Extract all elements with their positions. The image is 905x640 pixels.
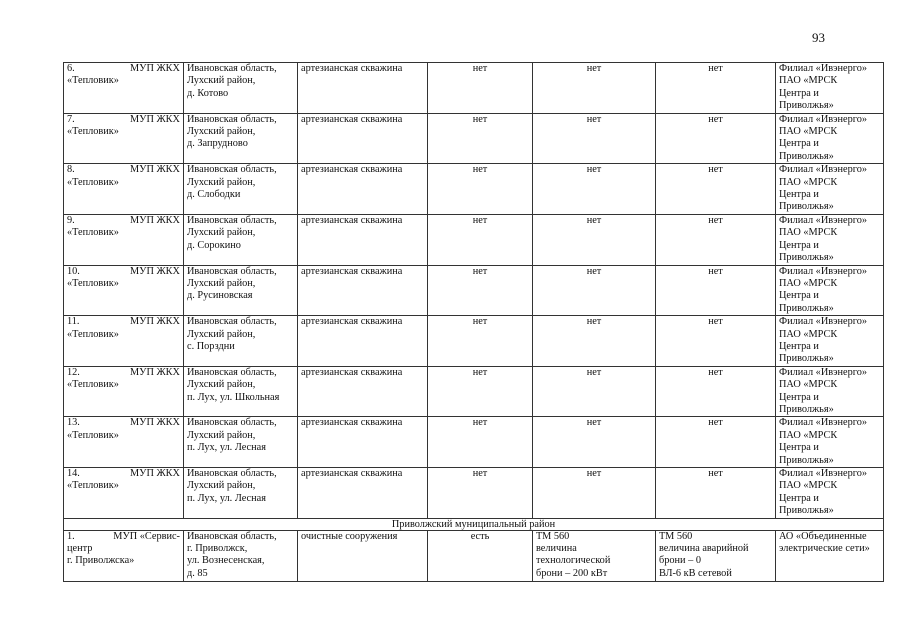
table-row bbox=[64, 214, 884, 265]
row-number: 6. bbox=[67, 63, 75, 74]
row-number: 7. bbox=[67, 113, 75, 125]
source-cell: артезианская скважина bbox=[298, 164, 428, 215]
org-cell bbox=[64, 316, 184, 367]
table-row bbox=[64, 63, 884, 114]
row-number: 13. bbox=[67, 417, 80, 429]
address-cell: Ивановская область, Лухский район, п. Лух, ул. Школьная bbox=[184, 366, 298, 417]
org-name-line2: «Тепловик» bbox=[67, 227, 119, 239]
org-cell bbox=[64, 63, 184, 114]
source-cell: артезианская скважина bbox=[298, 366, 428, 417]
address-cell: Ивановская область, Лухский район, п. Лух, ул. Лесная bbox=[184, 468, 298, 519]
org-cell bbox=[64, 164, 184, 215]
page-number: 93 bbox=[812, 30, 825, 45]
status-cell-2: нет bbox=[533, 113, 656, 164]
table-row bbox=[64, 530, 884, 581]
org-name-line2: «Тепловик» bbox=[67, 277, 119, 289]
status-cell-2: нет bbox=[533, 265, 656, 316]
org-name-line2: «Тепловик» bbox=[67, 379, 119, 391]
org-cell bbox=[64, 468, 184, 519]
status-cell-1: нет bbox=[428, 366, 533, 417]
table-row bbox=[64, 366, 884, 417]
org-name-line1: МУП ЖКХ bbox=[130, 265, 180, 277]
org-name-line2: «Тепловик» bbox=[67, 480, 119, 492]
row-number: 11. bbox=[67, 316, 80, 328]
table-row bbox=[64, 316, 884, 367]
status-cell-1: нет bbox=[428, 316, 533, 367]
address-cell: Ивановская область, Лухский район, д. Русиновская bbox=[184, 265, 298, 316]
org-name-line1: МУП ЖКХ bbox=[130, 468, 180, 479]
table-row bbox=[64, 113, 884, 164]
section-row bbox=[64, 518, 884, 530]
address-cell: Ивановская область, Лухский район, д. Запрудново bbox=[184, 113, 298, 164]
status-cell-2: нет bbox=[533, 164, 656, 215]
org-name-line1: МУП «Сервис- bbox=[113, 530, 180, 542]
address-cell: Ивановская область, Лухский район, д. Слободки bbox=[184, 164, 298, 215]
supplier-cell: Филиал «Ивэнерго» ПАО «МРСК Центра и Приволжья» bbox=[776, 113, 884, 164]
status-cell-1: нет bbox=[428, 113, 533, 164]
status-cell-1: есть bbox=[428, 530, 533, 581]
org-name-line1: МУП ЖКХ bbox=[130, 417, 180, 429]
address-cell: Ивановская область, Лухский район, п. Лух, ул. Лесная bbox=[184, 417, 298, 468]
org-name-line1: МУП ЖКХ bbox=[130, 113, 180, 125]
supplier-cell: Филиал «Ивэнерго» ПАО «МРСК Центра и Приволжья» bbox=[776, 468, 884, 519]
org-name-line2: «Тепловик» bbox=[67, 75, 119, 87]
address-cell: Ивановская область, г. Приволжск, ул. Вознесенская, д. 85 bbox=[184, 530, 298, 581]
source-cell: артезианская скважина bbox=[298, 63, 428, 114]
status-cell-1: нет bbox=[428, 417, 533, 468]
status-cell-1: нет bbox=[428, 214, 533, 265]
status-cell-2: нет bbox=[533, 63, 656, 114]
status-cell-1: нет bbox=[428, 164, 533, 215]
table-row bbox=[64, 468, 884, 519]
status-cell-2: нет bbox=[533, 417, 656, 468]
status-cell-2: нет bbox=[533, 316, 656, 367]
source-cell: очистные сооружения bbox=[298, 530, 428, 581]
org-name-line1: МУП ЖКХ bbox=[130, 316, 180, 328]
status-cell-3: нет bbox=[656, 63, 776, 114]
org-cell bbox=[64, 417, 184, 468]
status-cell-3: ТМ 560 величина аварийной брони – 0 ВЛ-6 кВ сетевой bbox=[656, 530, 776, 581]
data-table bbox=[63, 62, 884, 582]
org-name-line1: МУП ЖКХ bbox=[130, 63, 180, 74]
source-cell: артезианская скважина bbox=[298, 113, 428, 164]
org-name-line2: центр г. Приволжска» bbox=[67, 543, 135, 567]
row-number: 10. bbox=[67, 265, 80, 277]
table-row bbox=[64, 265, 884, 316]
row-number: 9. bbox=[67, 214, 75, 226]
address-cell: Ивановская область, Лухский район, д. Сорокино bbox=[184, 214, 298, 265]
org-name-line1: МУП ЖКХ bbox=[130, 366, 180, 378]
supplier-cell: Филиал «Ивэнерго» ПАО «МРСК Центра и Приволжья» bbox=[776, 214, 884, 265]
address-cell: Ивановская область, Лухский район, д. Котово bbox=[184, 63, 298, 114]
supplier-cell: Филиал «Ивэнерго» ПАО «МРСК Центра и Приволжья» bbox=[776, 265, 884, 316]
source-cell: артезианская скважина bbox=[298, 468, 428, 519]
supplier-cell: Филиал «Ивэнерго» ПАО «МРСК Центра и Приволжья» bbox=[776, 366, 884, 417]
org-name-line2: «Тепловик» bbox=[67, 176, 119, 188]
status-cell-3: нет bbox=[656, 316, 776, 367]
status-cell-2: нет bbox=[533, 468, 656, 519]
org-cell bbox=[64, 265, 184, 316]
org-cell bbox=[64, 530, 184, 581]
row-number: 1. bbox=[67, 530, 75, 542]
status-cell-3: нет bbox=[656, 113, 776, 164]
org-cell bbox=[64, 214, 184, 265]
org-name-line2: «Тепловик» bbox=[67, 126, 119, 138]
status-cell-3: нет bbox=[656, 417, 776, 468]
supplier-cell: Филиал «Ивэнерго» ПАО «МРСК Центра и Приволжья» bbox=[776, 417, 884, 468]
supplier-cell: Филиал «Ивэнерго» ПАО «МРСК Центра и Приволжья» bbox=[776, 164, 884, 215]
row-number: 8. bbox=[67, 164, 75, 176]
status-cell-3: нет bbox=[656, 214, 776, 265]
org-name-line1: МУП ЖКХ bbox=[130, 214, 180, 226]
supplier-cell: Филиал «Ивэнерго» ПАО «МРСК Центра и Приволжья» bbox=[776, 63, 884, 114]
source-cell: артезианская скважина bbox=[298, 316, 428, 367]
org-name-line2: «Тепловик» bbox=[67, 429, 119, 441]
source-cell: артезианская скважина bbox=[298, 417, 428, 468]
status-cell-1: нет bbox=[428, 63, 533, 114]
address-cell: Ивановская область, Лухский район, с. Порздни bbox=[184, 316, 298, 367]
status-cell-1: нет bbox=[428, 265, 533, 316]
table-body bbox=[64, 63, 884, 582]
supplier-cell: Филиал «Ивэнерго» ПАО «МРСК Центра и Приволжья» bbox=[776, 316, 884, 367]
status-cell-1: нет bbox=[428, 468, 533, 519]
status-cell-2: нет bbox=[533, 366, 656, 417]
org-cell bbox=[64, 113, 184, 164]
source-cell: артезианская скважина bbox=[298, 265, 428, 316]
row-number: 12. bbox=[67, 366, 80, 378]
org-name-line2: «Тепловик» bbox=[67, 328, 119, 340]
status-cell-2: ТМ 560 величина технологической брони – 200 кВт bbox=[533, 530, 656, 581]
source-cell: артезианская скважина bbox=[298, 214, 428, 265]
row-number: 14. bbox=[67, 468, 80, 479]
supplier-cell: АО «Объединенные электрические сети» bbox=[776, 530, 884, 581]
status-cell-2: нет bbox=[533, 214, 656, 265]
table-row bbox=[64, 417, 884, 468]
table-row bbox=[64, 164, 884, 215]
org-cell bbox=[64, 366, 184, 417]
section-title: Приволжский муниципальный район bbox=[64, 518, 884, 530]
status-cell-3: нет bbox=[656, 468, 776, 519]
org-name-line1: МУП ЖКХ bbox=[130, 164, 180, 176]
status-cell-3: нет bbox=[656, 366, 776, 417]
status-cell-3: нет bbox=[656, 164, 776, 215]
status-cell-3: нет bbox=[656, 265, 776, 316]
